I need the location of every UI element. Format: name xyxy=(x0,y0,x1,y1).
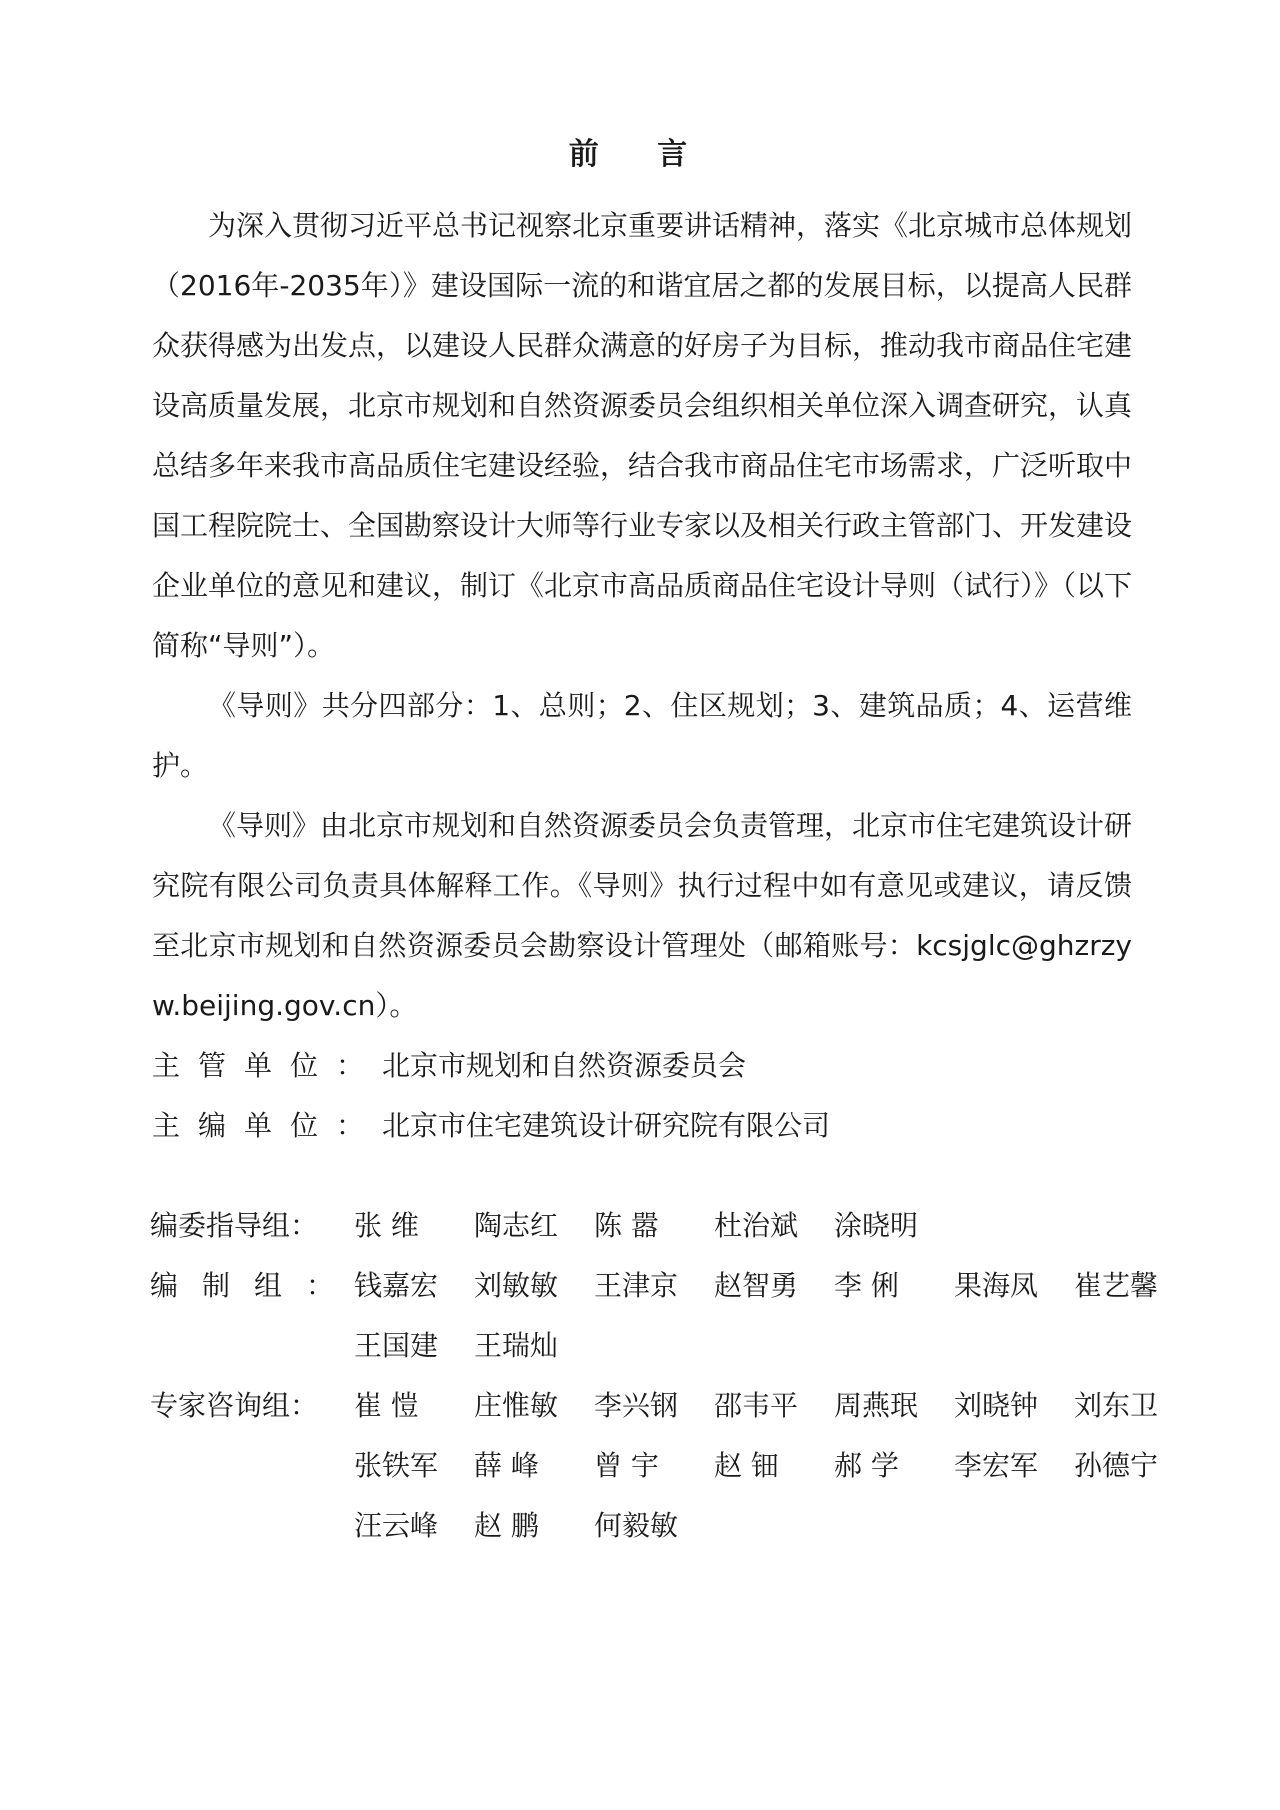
member-name: 何毅敏 xyxy=(594,1509,679,1542)
member-name: 薛 峰 xyxy=(474,1449,539,1482)
compilation-group-names xyxy=(354,1256,1194,1376)
compilation-group-label: 编制组： xyxy=(150,1269,359,1302)
member-name: 刘晓钟 xyxy=(954,1389,1039,1422)
member-name: 庄惟敏 xyxy=(474,1389,559,1422)
guidance-group-names xyxy=(354,1196,1194,1256)
supervisor-unit-value: 北京市规划和自然资源委员会 xyxy=(382,1049,747,1082)
member-name: 崔 愷 xyxy=(354,1389,419,1422)
member-name: 刘敏敏 xyxy=(474,1269,559,1302)
member-name: 陶志红 xyxy=(474,1209,559,1242)
supervisor-unit xyxy=(152,1036,746,1096)
member-name: 汪云峰 xyxy=(354,1509,439,1542)
member-name: 邵韦平 xyxy=(714,1389,799,1422)
member-name: 杜治斌 xyxy=(714,1209,799,1242)
member-name: 刘东卫 xyxy=(1074,1389,1159,1422)
member-name: 周燕珉 xyxy=(834,1389,919,1422)
management-paragraph: 《导则》由北京市规划和自然资源委员会负责管理，北京市住宅建筑设计研究院有限公司负责具体解释工作。《导则》执行过程中如有意见或建议，请反馈至北京市规划和自然资源委员会勘察设计管理处（邮箱账号：kcsjglc@ghzrzyw.beijing.gov.cn）。 xyxy=(152,809,1133,1022)
member-name: 赵 钿 xyxy=(714,1449,779,1482)
member-name: 崔艺馨 xyxy=(1074,1269,1159,1302)
member-name: 郝 学 xyxy=(834,1449,899,1482)
member-name: 孙德宁 xyxy=(1074,1449,1159,1482)
member-name: 钱嘉宏 xyxy=(354,1269,439,1302)
expert-group-label: 专家咨询组： xyxy=(150,1389,319,1422)
supervisor-unit-label: 主管单位： xyxy=(152,1049,383,1082)
editor-unit-value: 北京市住宅建筑设计研究院有限公司 xyxy=(382,1109,831,1142)
editor-unit-label: 主编单位： xyxy=(152,1109,383,1142)
member-name: 张 维 xyxy=(354,1209,419,1242)
member-name: 赵 鹏 xyxy=(474,1509,539,1542)
member-name: 陈 嚣 xyxy=(594,1209,659,1242)
member-name: 李兴钢 xyxy=(594,1389,679,1422)
guidance-group-label: 编委指导组： xyxy=(150,1209,319,1242)
member-name: 张铁军 xyxy=(354,1449,439,1482)
member-name: 果海凤 xyxy=(954,1269,1039,1302)
member-name: 涂晓明 xyxy=(834,1209,919,1242)
member-name: 王国建 xyxy=(354,1329,439,1362)
member-name: 王瑞灿 xyxy=(474,1329,559,1362)
page-title: 前 言 xyxy=(568,137,712,172)
editor-unit xyxy=(152,1096,830,1156)
member-name: 王津京 xyxy=(594,1269,679,1302)
member-name: 李 俐 xyxy=(834,1269,899,1302)
member-name: 曾 宇 xyxy=(594,1449,659,1482)
member-name: 赵智勇 xyxy=(714,1269,799,1302)
member-name: 李宏军 xyxy=(954,1449,1039,1482)
expert-group-names xyxy=(354,1376,1194,1556)
intro-paragraph: 为深入贯彻习近平总书记视察北京重要讲话精神，落实《北京城市总体规划（2016年-2035年）》建设国际一流的和谐宜居之都的发展目标，以提高人民群众获得感为出发点，以建设人民群众满意的好房子为目标，推动我市商品住宅建设高质量发展，北京市规划和自然资源委员会组织相关单位深入调查研究，认真总结多年来我市高品质住宅建设经验，结合我市商品住宅市场需求，广泛听取中国工程院院士、全国勘察设计大师等行业专家以及相关行政主管部门、开发建设企业单位的意见和建议，制订《北京市高品质商品住宅设计导则（试行）》（以下简称“导则”）。 xyxy=(152,209,1133,662)
structure-paragraph: 《导则》共分四部分：1、总则；2、住区规划；3、建筑品质；4、运营维护。 xyxy=(152,689,1132,782)
